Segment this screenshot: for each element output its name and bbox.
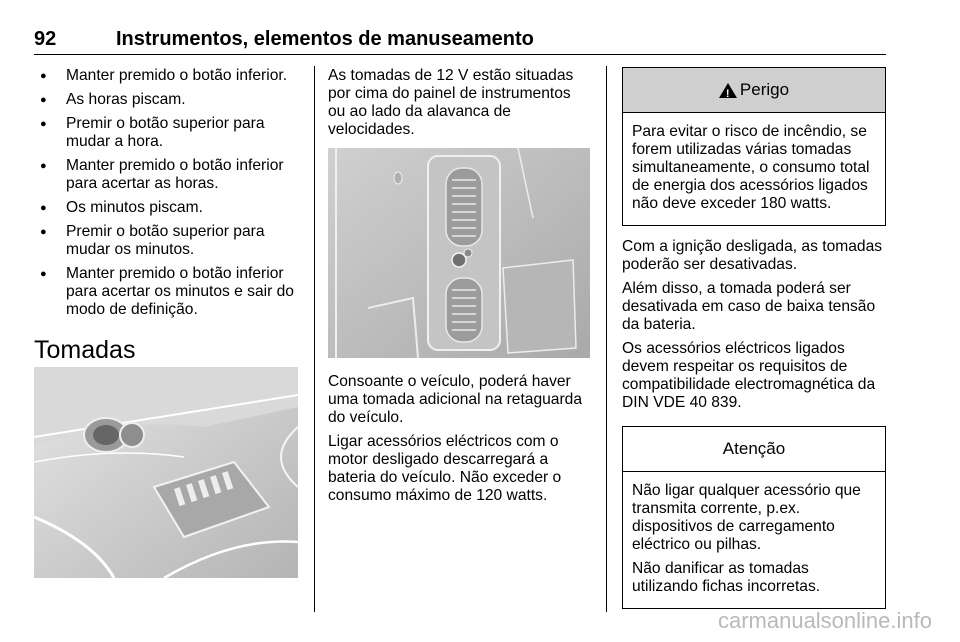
danger-title: Perigo <box>739 80 790 99</box>
section-heading: Tomadas <box>34 336 136 364</box>
paragraph: Ligar acessórios eléctricos com o motor desligado descarregará a bateria do veículo. Não exceder o consumo máximo de 120 watts. <box>328 433 562 504</box>
danger-text: Para evitar o risco de incêndio, se forem utilizadas várias tomadas simultaneamente, o consumo total de energia dos acessórios ligados não deve exceder 180 watts. <box>632 123 870 212</box>
caution-text: Não danificar as tomadas utilizando fichas incorretas. <box>632 560 821 595</box>
list-item: ● Manter premido o botão inferior para acertar as horas. <box>34 157 300 193</box>
paragraph: Com a ignição desligada, as tomadas poderão ser desativadas. <box>622 238 883 273</box>
caution-box-header <box>623 427 885 472</box>
list-item: ● Os minutos piscam. <box>34 199 300 217</box>
power-outlet-illustration <box>34 367 298 578</box>
paragraph: Além disso, a tomada poderá ser desativada em caso de baixa tensão da bateria. <box>622 280 876 333</box>
list-item: ● Premir o botão superior para mudar a hora. <box>34 115 300 151</box>
column-right <box>622 67 886 609</box>
caution-box <box>622 426 886 609</box>
paragraph: As tomadas de 12 V estão situadas por cima do painel de instrumentos ou ao lado da alavanca de velocidades. <box>328 67 574 138</box>
caution-text: Não ligar qualquer acessório que transmita corrente, p.ex. dispositivos de carregamento eléctrico ou pilhas. <box>632 482 861 553</box>
page-header <box>34 26 886 55</box>
paragraph: Os acessórios eléctricos ligados devem respeitar os requisitos de compatibilidade electromagnética da DIN VDE 40 839. <box>622 340 876 411</box>
paragraph: Consoante o veículo, poderá haver uma tomada adicional na retaguarda do veículo. <box>328 373 582 426</box>
warning-triangle-icon <box>719 83 737 98</box>
watermark: carmanualsonline.info <box>717 608 932 633</box>
list-item: ● Manter premido o botão inferior. <box>34 67 300 85</box>
danger-box <box>622 67 886 226</box>
column-divider <box>314 66 315 612</box>
page-number: 92 <box>34 28 57 50</box>
danger-box-header <box>623 68 885 113</box>
column-divider <box>606 66 607 612</box>
instruction-list <box>34 67 300 319</box>
rear-socket-illustration <box>328 148 590 358</box>
column-left <box>34 67 300 325</box>
caution-box-body <box>623 472 885 608</box>
column-middle <box>328 67 590 145</box>
caution-title: Atenção <box>722 439 786 458</box>
chapter-title: Instrumentos, elementos de manuseamento <box>116 28 534 50</box>
danger-box-body <box>623 113 885 225</box>
list-item: ● As horas piscam. <box>34 91 300 109</box>
list-item: ● Manter premido o botão inferior para acertar os minutos e sair do modo de definição. <box>34 265 300 319</box>
column-middle-lower <box>328 373 590 511</box>
list-item: ● Premir o botão superior para mudar os minutos. <box>34 223 300 259</box>
